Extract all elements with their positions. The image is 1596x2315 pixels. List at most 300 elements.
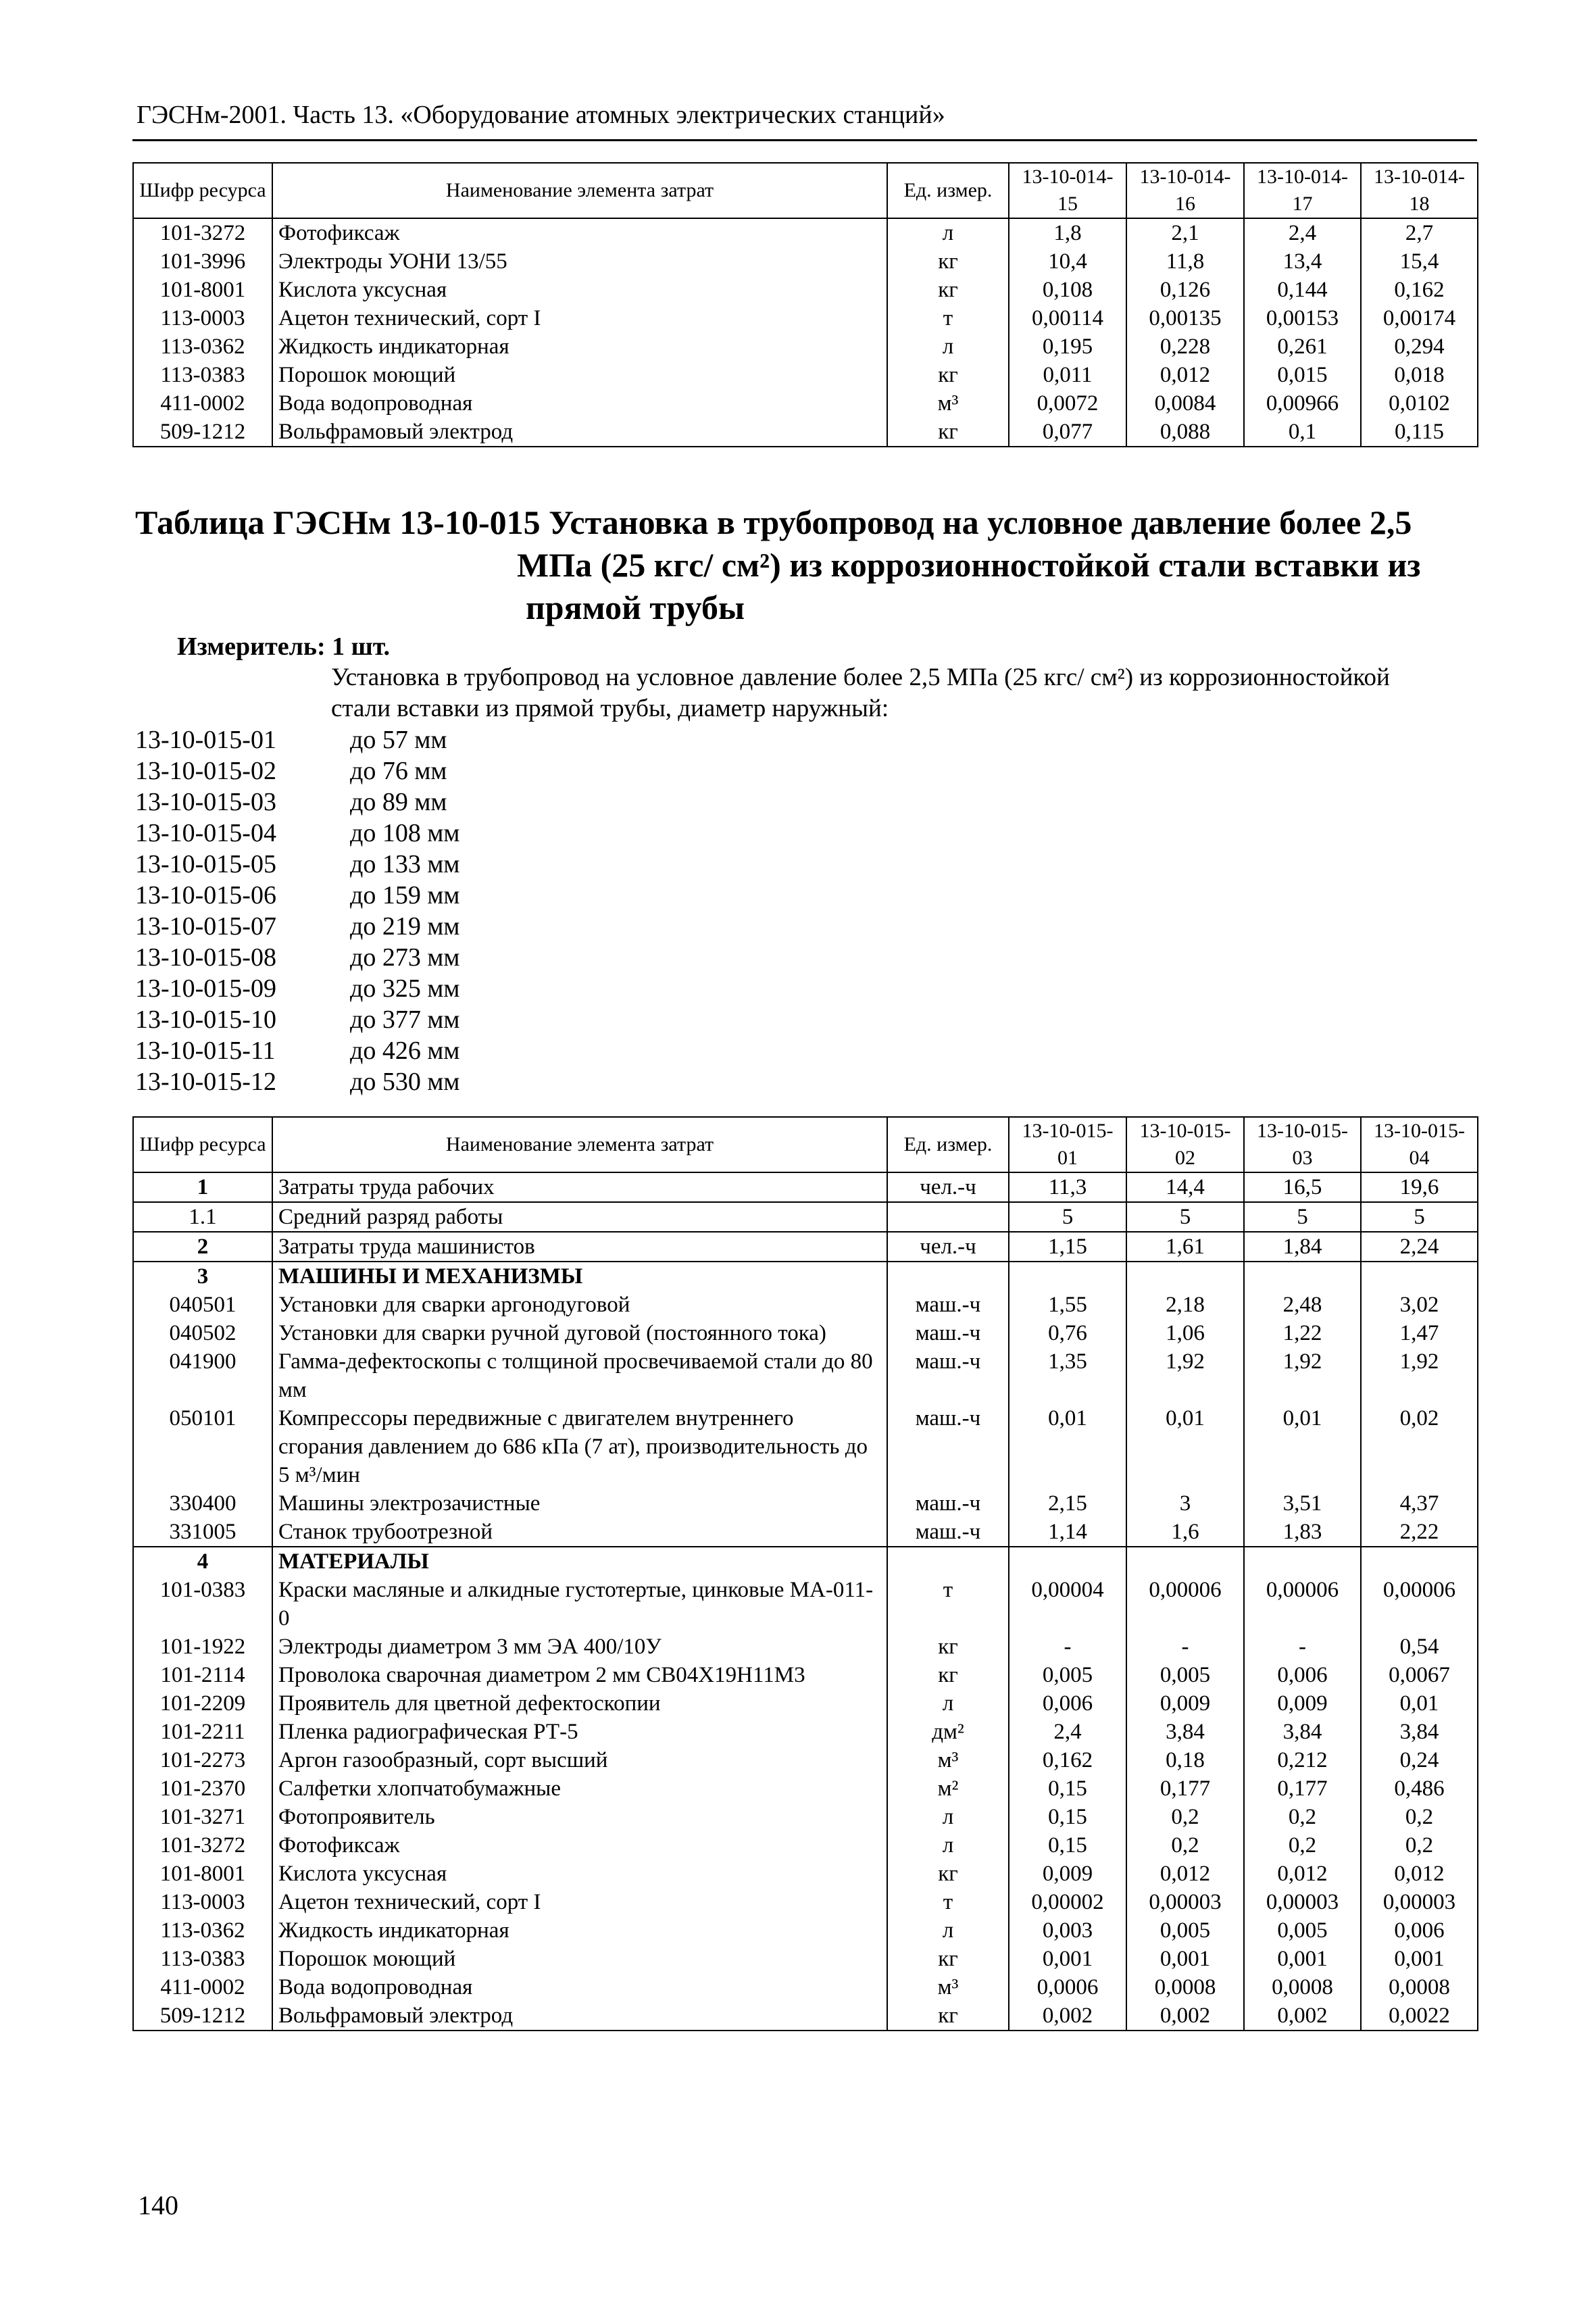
table-cell: 0,115 [1361,418,1478,447]
table-cell: 0,011 [1009,361,1126,389]
table-cell [1009,1262,1126,1291]
table-cell: 0,01 [1126,1404,1244,1489]
table-cell: 3,84 [1361,1718,1478,1746]
table-cell: 101-2114 [133,1661,272,1689]
table-cell: 19,6 [1361,1172,1478,1202]
table-cell: 101-8001 [133,276,272,304]
table-cell: 3,84 [1244,1718,1361,1746]
code-row [135,973,459,1004]
header-rule [132,139,1477,141]
code-row [135,724,459,755]
table-cell: 1,83 [1244,1518,1361,1547]
table-cell: 0,177 [1126,1774,1244,1803]
code-row [135,942,459,973]
table-cell: 0,012 [1126,1860,1244,1888]
code-number: 13-10-015-10 [135,1005,276,1034]
table-cell: 0,0008 [1244,1973,1361,2001]
code-diameter: до 530 мм [350,1068,460,1096]
table-cell: 1,47 [1361,1319,1478,1347]
column-header: 13-10-015-04 [1361,1117,1478,1172]
table-cell: 2,18 [1126,1291,1244,1319]
table-cell: л [887,1916,1009,1945]
work-description: Установка в трубопровод на условное давление более 2,5 МПа (25 кгс/ см²) из коррозионностойкой стали вставки из прямой трубы, диаметр наружный: [331,664,1390,722]
table-cell: 0,0067 [1361,1661,1478,1689]
table-cell: 0,077 [1009,418,1126,447]
table-cell: кг [887,2001,1009,2031]
table-cell: 0,01 [1244,1404,1361,1489]
code-diameter: до 426 мм [350,1037,460,1065]
table-cell: 0,005 [1009,1661,1126,1689]
table-cell: 0,001 [1361,1945,1478,1973]
table-cell: 0,02 [1361,1404,1478,1489]
table-cell: кг [887,1860,1009,1888]
table-cell: МАШИНЫ И МЕХАНИЗМЫ [272,1262,887,1291]
table-cell: 0,002 [1009,2001,1126,2031]
table-cell: л [887,218,1009,247]
table-cell: 113-0383 [133,361,272,389]
table-cell: 0,15 [1009,1774,1126,1803]
table-cell: 1,84 [1244,1232,1361,1262]
table-cell: 040501 [133,1291,272,1319]
table-cell: м² [887,1774,1009,1803]
column-header: 13-10-014-17 [1244,163,1361,218]
table-row [133,1319,1478,1347]
table-cell [1126,1547,1244,1576]
code-number: 13-10-015-05 [135,850,276,878]
table-cell: - [1009,1633,1126,1661]
table-cell: 0,00003 [1126,1888,1244,1916]
table-cell: Установки для сварки ручной дуговой (постоянного тока) [272,1319,887,1347]
code-row [135,911,459,942]
table-cell: 1.1 [133,1202,272,1232]
table-cell: 1,61 [1126,1232,1244,1262]
table-cell: 101-3272 [133,218,272,247]
table-cell: 411-0002 [133,389,272,418]
table-cell: 11,8 [1126,247,1244,276]
table-cell: 0,18 [1126,1746,1244,1774]
table-cell: 0,2 [1244,1803,1361,1831]
code-number: 13-10-015-08 [135,943,276,972]
table-cell: 101-3272 [133,1831,272,1860]
table-cell: Проявитель для цветной дефектоскопии [272,1689,887,1718]
table-cell: Электроды диаметром 3 мм ЭА 400/10У [272,1633,887,1661]
table-cell: 0,00114 [1009,304,1126,332]
table-cell: 1,8 [1009,218,1126,247]
table-cell: 0,009 [1244,1689,1361,1718]
table-cell: 5 [1126,1202,1244,1232]
table-cell: 0,2 [1126,1831,1244,1860]
table-cell: 0,001 [1244,1945,1361,1973]
table-cell: 1,6 [1126,1518,1244,1547]
code-number: 13-10-015-01 [135,726,276,754]
table-cell: 2,7 [1361,218,1478,247]
code-diameter: до 76 мм [350,757,447,785]
table-cell: маш.-ч [887,1518,1009,1547]
table-cell: кг [887,1945,1009,1973]
table-row [133,218,1478,247]
table-cell: 1,92 [1126,1347,1244,1404]
table-cell: Затраты труда рабочих [272,1172,887,1202]
table-cell: 101-3996 [133,247,272,276]
table-cell: 1,35 [1009,1347,1126,1404]
table-row [133,1661,1478,1689]
code-row [135,1004,459,1035]
table-cell: 0,0072 [1009,389,1126,418]
table-cell: 3 [1126,1489,1244,1518]
table-cell: 0,003 [1009,1916,1126,1945]
column-header: 13-10-015-03 [1244,1117,1361,1172]
table-cell: 0,012 [1361,1860,1478,1888]
table-cell: дм² [887,1718,1009,1746]
title-line-1: Таблица ГЭСНм 13-10-015 Установка в трубопровод на условное давление более 2,5 [135,503,1412,541]
table-cell: 0,001 [1126,1945,1244,1973]
table-cell: Компрессоры передвижные с двигателем внутреннего сгорания давлением до 686 кПа (7 ат), производительность до 5 м³/мин [272,1404,887,1489]
table-cell: 113-0362 [133,1916,272,1945]
table-cell [1244,1547,1361,1576]
table-row [133,1404,1478,1489]
table-cell: кг [887,418,1009,447]
table-cell: 0,0084 [1126,389,1244,418]
table-cell: 2,48 [1244,1291,1361,1319]
table-cell: маш.-ч [887,1291,1009,1319]
code-number: 13-10-015-12 [135,1068,276,1096]
table-header-row [133,163,1478,218]
table-row [133,1888,1478,1916]
table-cell: 0,261 [1244,332,1361,361]
table-cell: 3,02 [1361,1291,1478,1319]
table-cell: 0,00966 [1244,389,1361,418]
table-row [133,1718,1478,1746]
table-cell: 1,14 [1009,1518,1126,1547]
code-list [135,724,459,1097]
table-cell: Пленка радиографическая РТ-5 [272,1718,887,1746]
column-header: Шифр ресурса [133,1117,272,1172]
table-cell: 0,00174 [1361,304,1478,332]
table-cell: 3,84 [1126,1718,1244,1746]
column-header: Наименование элемента затрат [272,1117,887,1172]
table-cell: 1,22 [1244,1319,1361,1347]
table-row [133,1518,1478,1547]
table-cell: Электроды УОНИ 13/55 [272,247,887,276]
code-row [135,1035,459,1066]
table-cell: 041900 [133,1347,272,1404]
table-row [133,2001,1478,2031]
resource-table-main [132,1116,1478,2031]
table-cell: Вольфрамовый электрод [272,2001,887,2031]
table-cell: 0,0008 [1126,1973,1244,2001]
table-cell: 0,486 [1361,1774,1478,1803]
table-cell: 0,0008 [1361,1973,1478,2001]
code-row [135,755,459,787]
table-cell: 101-1922 [133,1633,272,1661]
table-cell: кг [887,1661,1009,1689]
table-cell: 0,00004 [1009,1576,1126,1633]
table-cell: 0,0102 [1361,389,1478,418]
table-cell: л [887,1689,1009,1718]
table-cell: 0,126 [1126,276,1244,304]
table-cell: 101-2209 [133,1689,272,1718]
table-cell: 0,195 [1009,332,1126,361]
table-cell: 2,15 [1009,1489,1126,1518]
table-cell: 0,002 [1126,2001,1244,2031]
table-row [133,1172,1478,1202]
table-cell: 1,55 [1009,1291,1126,1319]
code-row [135,787,459,818]
table-cell: 2,24 [1361,1232,1478,1262]
column-header: 13-10-015-01 [1009,1117,1126,1172]
table-cell [887,1547,1009,1576]
table-cell: м³ [887,1746,1009,1774]
table-cell: 0,002 [1244,2001,1361,2031]
table-row [133,418,1478,447]
table-cell: 101-0383 [133,1576,272,1633]
table-cell: м³ [887,1973,1009,2001]
table-cell: 330400 [133,1489,272,1518]
table-row [133,1803,1478,1831]
table-cell: Гамма-дефектоскопы с толщиной просвечиваемой стали до 80 мм [272,1347,887,1404]
table-cell: Средний разряд работы [272,1202,887,1232]
table-cell: 0,162 [1361,276,1478,304]
table-cell: 0,009 [1009,1860,1126,1888]
code-diameter: до 325 мм [350,974,460,1003]
table-cell: 2,4 [1244,218,1361,247]
code-row [135,880,459,911]
table-row [133,1347,1478,1404]
table-row [133,1774,1478,1803]
table-cell: 3 [133,1262,272,1291]
table-cell: 0,15 [1009,1831,1126,1860]
table-cell: Затраты труда машинистов [272,1232,887,1262]
table-cell: Ацетон технический, сорт I [272,304,887,332]
table-cell: маш.-ч [887,1489,1009,1518]
table-cell: 3,51 [1244,1489,1361,1518]
table-cell [1126,1262,1244,1291]
table-cell: 101-8001 [133,1860,272,1888]
table-cell: 101-2370 [133,1774,272,1803]
table-cell: 0,006 [1361,1916,1478,1945]
column-header: Шифр ресурса [133,163,272,218]
table-cell: 0,005 [1244,1916,1361,1945]
column-header: 13-10-014-16 [1126,163,1244,218]
table-cell: Проволока сварочная диаметром 2 мм СВ04Х19Н11М3 [272,1661,887,1689]
table-row [133,276,1478,304]
table-cell: кг [887,247,1009,276]
table-cell: 2 [133,1232,272,1262]
title-line-3: прямой трубы [526,589,745,626]
table-cell: 0,2 [1361,1831,1478,1860]
column-header: 13-10-014-18 [1361,163,1478,218]
code-number: 13-10-015-02 [135,757,276,785]
table-row [133,304,1478,332]
table-row [133,361,1478,389]
code-number: 13-10-015-11 [135,1037,276,1065]
table-cell: Жидкость индикаторная [272,332,887,361]
code-diameter: до 89 мм [350,788,447,816]
code-diameter: до 159 мм [350,881,460,910]
table-cell [1361,1547,1478,1576]
table-cell: Аргон газообразный, сорт высший [272,1746,887,1774]
table-row [133,1202,1478,1232]
table-row [133,1689,1478,1718]
table-cell: Машины электрозачистные [272,1489,887,1518]
table-cell: Станок трубоотрезной [272,1518,887,1547]
table-title [135,501,1473,629]
table-cell: 113-0003 [133,1888,272,1916]
table-cell: 0,15 [1009,1803,1126,1831]
table-cell: 11,3 [1009,1172,1126,1202]
section-row [133,1262,1478,1291]
table-cell: 13,4 [1244,247,1361,276]
table-cell: кг [887,1633,1009,1661]
table-cell: 0,00003 [1244,1888,1361,1916]
table-cell: кг [887,361,1009,389]
table-cell: л [887,332,1009,361]
table-cell: 0,162 [1009,1746,1126,1774]
table-cell: 0,228 [1126,332,1244,361]
table-row [133,1860,1478,1888]
table-cell: Установки для сварки аргонодуговой [272,1291,887,1319]
table-cell [1244,1262,1361,1291]
table-cell: 0,2 [1361,1803,1478,1831]
resource-table-top [132,162,1478,447]
code-number: 13-10-015-06 [135,881,276,910]
table-cell: маш.-ч [887,1319,1009,1347]
table-cell: 0,001 [1009,1945,1126,1973]
table-row [133,1489,1478,1518]
column-header: 13-10-015-02 [1126,1117,1244,1172]
table-cell: 101-2273 [133,1746,272,1774]
table-cell: Ацетон технический, сорт I [272,1888,887,1916]
table-cell: 0,2 [1244,1831,1361,1860]
code-row [135,818,459,849]
table-cell: чел.-ч [887,1172,1009,1202]
table-cell: 050101 [133,1404,272,1489]
table-cell: Кислота уксусная [272,1860,887,1888]
table-cell: Фотофиксаж [272,1831,887,1860]
page-number: 140 [138,2190,178,2220]
table-cell: 5 [1244,1202,1361,1232]
table-cell: Салфетки хлопчатобумажные [272,1774,887,1803]
table-cell: 0,00006 [1126,1576,1244,1633]
table-cell: т [887,1576,1009,1633]
table-cell: 113-0383 [133,1945,272,1973]
table-row [133,332,1478,361]
table-cell: 2,22 [1361,1518,1478,1547]
table-cell: 113-0362 [133,332,272,361]
column-header: Ед. измер. [887,1117,1009,1172]
table-row [133,1973,1478,2001]
table-cell: 16,5 [1244,1172,1361,1202]
table-cell: 4,37 [1361,1489,1478,1518]
table-cell: 0,015 [1244,361,1361,389]
table-row [133,1746,1478,1774]
table-cell: 15,4 [1361,247,1478,276]
table-cell: 0,00006 [1361,1576,1478,1633]
table-cell: 14,4 [1126,1172,1244,1202]
table-cell [1361,1262,1478,1291]
table-cell: 113-0003 [133,304,272,332]
table-cell: маш.-ч [887,1404,1009,1489]
table-cell: 0,009 [1126,1689,1244,1718]
code-diameter: до 133 мм [350,850,460,878]
code-diameter: до 273 мм [350,943,460,972]
table-cell: Вода водопроводная [272,389,887,418]
code-diameter: до 108 мм [350,819,460,847]
table-cell: 331005 [133,1518,272,1547]
table-cell: 1,15 [1009,1232,1126,1262]
table-cell: 0,01 [1361,1689,1478,1718]
code-diameter: до 57 мм [350,726,447,754]
code-row [135,1066,459,1097]
table-cell: 0,108 [1009,276,1126,304]
table-cell: 4 [133,1547,272,1576]
table-cell [887,1262,1009,1291]
column-header: Ед. измер. [887,163,1009,218]
measure-unit: Измеритель: 1 шт. [177,632,391,661]
table-cell: 0,2 [1126,1803,1244,1831]
table-row [133,247,1478,276]
table-cell: 0,00153 [1244,304,1361,332]
table-cell: 0,1 [1244,418,1361,447]
table-cell: 101-2211 [133,1718,272,1746]
table-row [133,1916,1478,1945]
table-cell: 0,088 [1126,418,1244,447]
table-row [133,1576,1478,1633]
table-cell: 1,06 [1126,1319,1244,1347]
table-cell: т [887,304,1009,332]
code-row [135,849,459,880]
table-cell: 2,1 [1126,218,1244,247]
table-cell: м³ [887,389,1009,418]
table-cell: 0,01 [1009,1404,1126,1489]
column-header: 13-10-014-15 [1009,163,1126,218]
table-cell: 1,92 [1244,1347,1361,1404]
table-cell: 509-1212 [133,418,272,447]
table-cell: - [1126,1633,1244,1661]
table-cell: 0,00003 [1361,1888,1478,1916]
table-cell: 10,4 [1009,247,1126,276]
table-cell: 1 [133,1172,272,1202]
table-cell: 0,0006 [1009,1973,1126,2001]
table-row [133,389,1478,418]
table-cell: маш.-ч [887,1347,1009,1404]
table-cell: 0,24 [1361,1746,1478,1774]
table-cell: Вода водопроводная [272,1973,887,2001]
table-cell: 5 [1361,1202,1478,1232]
table-row [133,1232,1478,1262]
column-header: Наименование элемента затрат [272,163,887,218]
table-cell: Жидкость индикаторная [272,1916,887,1945]
table-cell: 0,294 [1361,332,1478,361]
table-cell: 0,00002 [1009,1888,1126,1916]
table-cell: 0,0022 [1361,2001,1478,2031]
table-cell: 040502 [133,1319,272,1347]
table-cell: Порошок моющий [272,1945,887,1973]
table-cell: 0,005 [1126,1661,1244,1689]
table-cell: 0,006 [1244,1661,1361,1689]
table-cell: 0,006 [1009,1689,1126,1718]
table-cell: 509-1212 [133,2001,272,2031]
table-cell: 101-3271 [133,1803,272,1831]
table-cell: т [887,1888,1009,1916]
code-number: 13-10-015-07 [135,912,276,941]
table-cell: 0,177 [1244,1774,1361,1803]
table-cell: 0,144 [1244,276,1361,304]
table-cell: 5 [1009,1202,1126,1232]
code-diameter: до 219 мм [350,912,460,941]
table-cell: Краски масляные и алкидные густотертые, цинковые МА-011-0 [272,1576,887,1633]
code-diameter: до 377 мм [350,1005,460,1034]
